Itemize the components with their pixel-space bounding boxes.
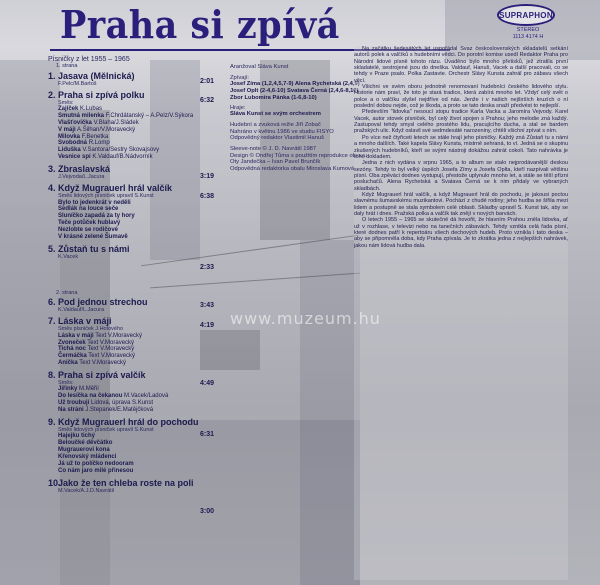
essay-paragraph: Po více než čtyřiceti letech se stále hrají jeho písničky. Každý zná Zůstaň tu s námi a mnoho dalších. Také kapela Slávy Kunsta, mistrně sehraná, to ví. Jedná se o skupinu zkušených hudebníků, kteří se svými nástroji dokážou zahrát cokoli. Tato nahrávka je toho dokladem. bbox=[354, 134, 568, 160]
side-two-tracklist bbox=[48, 290, 228, 494]
medley-head: Směs lidových písniček upravil S.Kunst bbox=[58, 193, 154, 200]
supraphon-logo bbox=[497, 4, 555, 26]
track-credit: K.Valdauf/L.Jacura bbox=[58, 307, 105, 314]
track-duration: 3:00 bbox=[200, 508, 215, 515]
logo-text: SUPRAPHON bbox=[499, 10, 553, 20]
singer-line: Josef Zíma (1,2,4,5,7-9) Alena Rychetská (2,4,9) bbox=[230, 81, 360, 88]
medley-item: Vlašťovička V.Blaha/J.Sládek bbox=[58, 119, 139, 126]
track-10 bbox=[48, 478, 228, 494]
track-credit: J.Vejvoda/L.Jacura bbox=[58, 174, 105, 181]
track-title: 6. Pod jednou strechou bbox=[48, 297, 148, 308]
track-title: 1. Jasava (Mělnická) bbox=[48, 70, 135, 81]
sleeve-line: Design © Ondřej Tůma s použitím reprodukce obrazu bbox=[230, 152, 368, 159]
track-duration: 2:01 bbox=[200, 78, 215, 85]
medley-item: Na stráni J.Stepanek/E.Matějčková bbox=[58, 407, 154, 414]
production-line: Odpovědný redaktor Vlastimil Hanuš bbox=[230, 135, 325, 142]
medley-item: Sedlák na louce seče bbox=[58, 206, 119, 213]
medley-item: Jiřinky M.Měřil bbox=[58, 386, 99, 393]
singers-heading: Zpívají: bbox=[230, 74, 250, 81]
track-title: 4. Když Mugrauerl hrál valčík bbox=[48, 183, 173, 194]
track-credit: K.Vacek bbox=[58, 254, 79, 260]
essay-paragraph: Když Mugrauerl hrál valčík, a když Mugrauerl hrál do pochodu, je jakousi poctou slavnému šumavskému muzikantovi. Pochází z chudé rodiny; jeho hudba se šířila mezi lidem a postupně se stala symbolem celé oblasti. Skladby upravil S. Kunst tak, aby se daly hrát i dnes. Pražská polka a valčík tak znějí v nových barvách. bbox=[354, 191, 568, 217]
medley-item: Anička Text V.Moravecký bbox=[58, 360, 127, 367]
medley-head: Směs písniček J.Hotového bbox=[58, 326, 124, 333]
medley-item: Bylo to jedenkrát v neděli bbox=[58, 199, 131, 206]
medley-item: Hajejku tichý bbox=[58, 433, 96, 440]
track-4 bbox=[48, 183, 228, 241]
track-duration: 4:19 bbox=[200, 322, 215, 329]
track-8 bbox=[48, 370, 228, 414]
sleeve-notes bbox=[354, 46, 568, 580]
track-title: 2. Praha si zpívá polku bbox=[48, 89, 145, 100]
medley-item: Do lesíčka na čekanou M.Vacek/Ladová bbox=[58, 393, 169, 400]
band-heading: Hraje: bbox=[230, 104, 246, 111]
medley-item: V máji A.Šilhan/V.Moravecký bbox=[58, 126, 136, 133]
track-duration: 3:43 bbox=[200, 302, 215, 309]
medley-item: Mugrauerovi kona bbox=[58, 446, 110, 453]
track-5 bbox=[48, 244, 228, 260]
essay-paragraph: O letech 1955 – 1965 se skutečně dá hovořit, že hlavním Prahou zněla lidovka, ať už v rozhlase, v televizi nebo na tanečních zábavách. Tehdy vznikla celá řada písní, které dodnes patří k repertoáru všech dechových hudeb. Proto vznikla i tato deska – aby se připomněla doba, kdy Praha zpívala. Je to zkrátka jedna z nejlepších nahrávek, jakou nám lidová hudba dala. bbox=[354, 217, 568, 249]
essay-paragraph: Jedna z nich vydána v srpnu 1965, a to album se stalo nejprodávanější deskou sezóny. Tehdy to byl velký úspěch Josefa Zímy a Josefa Oplta, kteří nazpívali většinu písní. Oba zpěváci dodnes vystupují, přestože uplynulo mnoho let, a stále se těší přízni posluchačů. Alena Rychetská a Svatava Černá se k nim přidaly ve vybraných skladbách. bbox=[354, 160, 568, 192]
track-title: 5. Zůstaň tu s námi bbox=[48, 244, 130, 254]
album-title: Praha si zpívá bbox=[60, 2, 340, 47]
track-duration: 6:32 bbox=[200, 97, 215, 104]
medley-item: Smutná milenka F.Chrdátanský – A.Pelz/V.Sýkora bbox=[58, 112, 194, 119]
arranger-credit: Aranžoval Sláva Kunst bbox=[230, 64, 289, 70]
medley-head: Směs: bbox=[58, 99, 74, 106]
sleeve-line: Odpovědná redaktorka obalu Miroslava Kumová bbox=[230, 166, 355, 173]
medley-item: Beloučké děvčátko bbox=[58, 440, 113, 447]
medley-item: Láska v máji Text V.Moravecký bbox=[58, 332, 143, 339]
medley-item: Milovka F.Benetka bbox=[58, 133, 109, 140]
medley-item: Zajíček K.Lubas bbox=[58, 105, 103, 112]
sleeve-line: Sleeve-note © J. D. Navrátil 1987 bbox=[230, 146, 317, 153]
medley-item: Já už to políčko nedooram bbox=[58, 460, 134, 467]
sleeve-line: Oty Jandečka – Ivan Pavel Brunčík bbox=[230, 159, 321, 166]
medley-item: Liduška V.Santora/Sestry Skovajsovy bbox=[58, 147, 160, 154]
catalog-number: 1113 4174 H bbox=[512, 33, 544, 40]
track-title: 10.Jako že ten chleba roste na poli bbox=[48, 477, 194, 488]
band-line: Sláva Kunst se svým orchestrem bbox=[230, 111, 321, 118]
track-duration: 6:31 bbox=[200, 431, 215, 438]
medley-item: Zvoneček Text V.Moravecký bbox=[58, 339, 135, 346]
medley-head: Směs lidových písniček upravil S.Kunst bbox=[58, 426, 154, 433]
medley-item: Křenovský mládenci bbox=[58, 453, 117, 460]
catalog-info bbox=[508, 27, 548, 40]
stereo-label: STEREO bbox=[516, 27, 540, 33]
singer-line: Zbor Lubomíra Pánka (1-6,8-10) bbox=[230, 94, 317, 101]
production-line: Hudební a zvuková režie Jiří Zobač bbox=[230, 121, 321, 128]
side-one-tracklist bbox=[48, 56, 228, 260]
medley-item: Nezlobte se rodičové bbox=[58, 227, 119, 234]
track-title: 3. Zbraslavská bbox=[48, 164, 111, 175]
essay-paragraph: Na začátku šedesátých let uspořádal Svaz československých skladatelů setkání autorů polek a valčíků s hudebními vědci. Do porotní komise usedl Redaktor Praha pro Národní lidové písně tohoto rázu. Uvaděno bylo mnoho přetisků, jež ztratila první skladatelé, sestrojené jsou do dneška. Valdauf, Hanuš, Vacek a další pracovali, co se tehdy v Praze psalo. Polka Zastavte. Orchestr Slávy Kunsta zahrál pro zábavu všech věcí. bbox=[354, 46, 568, 84]
medley-item: Teče potůček hublavý bbox=[58, 220, 121, 227]
track-title: 8. Praha si zpívá valčík bbox=[48, 370, 146, 381]
subtitle: Písničky z let 1955 – 1965 bbox=[48, 56, 130, 63]
medley-item: Už troubují Lidová, úprava S.Kunst bbox=[58, 400, 154, 407]
production-line: Nahráno v květnu 1986 ve studiu FISYO bbox=[230, 128, 334, 135]
medley-item: Co nám jaro milé přinesou bbox=[58, 467, 134, 474]
essay-paragraph: Všichni ve svém oboru jednotně renomovaní hudebníci českého lidového stylu. Historie nám praví, že toto je stará tradice, která zabírá mnoho let. Vždyť celý svět o polce a o valčíku slyšel nejdříve od nás. Jenže i v našich nejširších kruzích o ní poslední dobou nejde, což je škoda, a proto se tato deska snaží předvést to nejlepší. bbox=[354, 84, 568, 110]
track-duration: 4:49 bbox=[200, 380, 215, 387]
track-9 bbox=[48, 417, 228, 475]
track-title: 9. Když Mugrauerl hrál do pochodu bbox=[48, 416, 199, 427]
medley-item: Vesnice spí K.Valdauf/B.Nádvorník bbox=[58, 154, 153, 161]
medley-item: Sluníčko zapadá za ty hory bbox=[58, 213, 135, 220]
side-label: 2. strana bbox=[56, 290, 78, 296]
watermark: www.muzeum.hu bbox=[230, 309, 381, 328]
track-credit: F.Pelc/M.Bartoš bbox=[58, 80, 97, 87]
track-title: 7. Láska v máji bbox=[48, 316, 112, 327]
side-label: 1. strana bbox=[56, 63, 78, 70]
medley-item: Tichá noc Text V.Moravecký bbox=[58, 346, 135, 353]
medley-item: Čermáčka Text V.Moravecký bbox=[58, 353, 136, 360]
medley-item: Svobodná R.Lomp bbox=[58, 140, 110, 147]
medley-head: Směs: bbox=[58, 380, 74, 387]
track-duration: 6:38 bbox=[200, 193, 215, 200]
track-credit: M.Vacek/A.J.D.Navrátil bbox=[58, 487, 115, 494]
essay-paragraph: Především "lidovka" nesoucí stopu tradice Karla Vacka a Jaromíra Vejvody. Karel Vacek, autor stovek písniček, byl celý život spojen s Prahou; jeho melodie zná každý. Zastupoval tehdy smysl celého prostého lidu, pracujícího ducha, a stal se bardem pražských ulic. Když oslavil své sedmdesáté narozeniny, chtěli všichni zpívat s ním. bbox=[354, 109, 568, 135]
medley-item: V krásné zelené Šumavě bbox=[58, 234, 128, 241]
track-duration: 2:33 bbox=[200, 264, 215, 271]
singer-line: Josef Oplt (2-4,6-10) Svatava Černá (2,4,6-8,10) bbox=[230, 88, 359, 95]
track-duration: 3:19 bbox=[200, 173, 215, 180]
